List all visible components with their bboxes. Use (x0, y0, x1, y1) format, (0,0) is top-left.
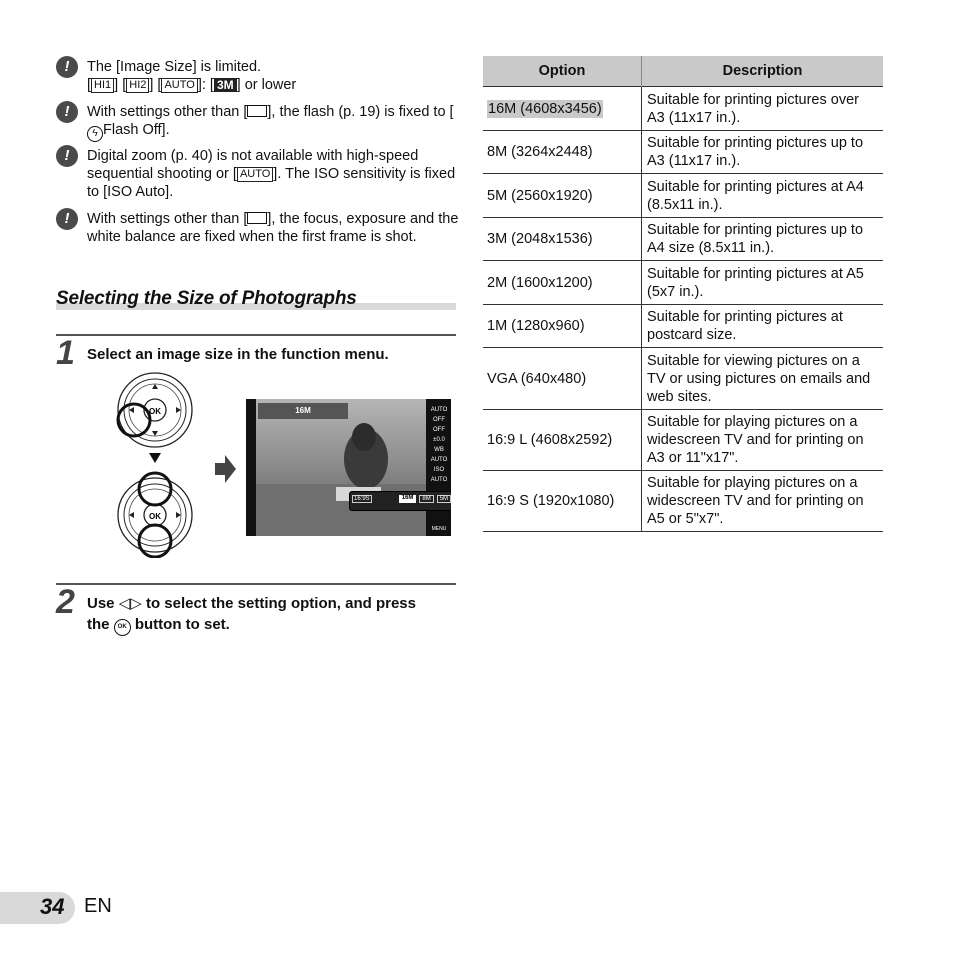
arrow-right-icon (213, 453, 237, 485)
option-cell: 5M (2560x1920) (483, 174, 642, 218)
note-text: With settings other than [ (87, 104, 248, 120)
caution-icon: ! (56, 101, 78, 123)
step-number: 1 (56, 334, 75, 372)
step-divider (56, 583, 456, 585)
step-text-part: Use (87, 595, 115, 612)
size-options-bar (352, 495, 451, 503)
size-3m-icon: 3M (214, 78, 237, 92)
table-row (483, 87, 883, 131)
section-title: Selecting the Size of Photographs (56, 288, 357, 309)
note-text: Flash Off]. (103, 122, 170, 138)
table-row (483, 174, 883, 218)
note-text: ], the flash (p. 19) is fixed to [ (267, 104, 454, 120)
step-divider (56, 334, 456, 336)
left-right-arrow-icon: ◁▷ (118, 595, 142, 612)
camera-screen (246, 399, 451, 536)
caution-icon: ! (56, 56, 78, 78)
description-cell: Suitable for printing pictures at A5 (5x7 in.). (642, 261, 884, 305)
option-cell (483, 87, 642, 131)
mode-auto-icon: AUTO (237, 167, 273, 182)
step-text (87, 593, 437, 636)
note-text: With settings other than [ (87, 211, 248, 227)
description-cell: Suitable for viewing pictures on a TV or using pictures on emails and web sites. (642, 348, 884, 410)
drive-off-icon: OFF (433, 427, 445, 433)
self-timer-off-icon: OFF (433, 417, 445, 423)
option-cell: 8M (3264x2448) (483, 131, 642, 174)
flash-auto-icon: AUTO (430, 407, 448, 413)
description-cell: Suitable for playing pictures on a widescreen TV and for printing on A3 or 11"x17". (642, 410, 884, 471)
description-cell: Suitable for printing pictures at A4 (8.5x11 in.). (642, 174, 884, 218)
single-frame-icon (247, 212, 267, 224)
arrow-down-icon (149, 453, 161, 463)
image-size-table (483, 56, 883, 532)
ok-label: OK (149, 512, 161, 521)
step-text-part: to select the setting option, and press the (87, 595, 416, 633)
section-heading (56, 288, 456, 312)
camera-photo-preview (246, 399, 451, 536)
table-row (483, 131, 883, 174)
note-text: The [Image Size] is limited. (87, 59, 262, 75)
menu-label: MENU (431, 526, 447, 532)
table-row (483, 410, 883, 471)
option-cell: 2M (1600x1200) (483, 261, 642, 305)
description-cell: Suitable for printing pictures up to A3 (11x17 in.). (642, 131, 884, 174)
note-text: Digital zoom (p. 40) is not available with high-speed sequential shooting or [ (87, 148, 419, 182)
size-label: 16M (258, 403, 348, 419)
exposure-comp-icon: ±0.0 (433, 437, 445, 443)
step-text-part: button to set. (134, 616, 230, 633)
flash-off-icon: ϟ (87, 126, 103, 142)
table-row (483, 305, 883, 348)
table-row (483, 348, 883, 410)
note-text: ]. The ISO sensitivity is fixed to [ISO Auto]. (87, 166, 456, 200)
mode-hi2-icon: HI2 (126, 78, 149, 93)
size-option: 5M (437, 495, 451, 503)
white-balance-icon: WB AUTO (430, 447, 448, 463)
caution-icon: ! (56, 208, 78, 230)
description-cell: Suitable for printing pictures over A3 (11x17 in.). (642, 87, 884, 131)
screen-status-icons (427, 405, 451, 485)
page-language: EN (84, 895, 112, 917)
mode-hi1-icon: HI1 (91, 78, 114, 93)
table-row (483, 471, 883, 532)
step-number: 2 (56, 583, 75, 621)
ok-label: OK (149, 407, 161, 416)
control-dial-illustration (108, 368, 198, 558)
ok-button-icon: OK (114, 619, 131, 636)
note-text: ], the focus, exposure and the white balance are fixed when the first frame is shot. (87, 211, 459, 245)
iso-icon: ISO AUTO (430, 467, 448, 483)
option-cell: VGA (640x480) (483, 348, 642, 410)
note-text: or lower (244, 77, 297, 93)
description-cell: Suitable for printing pictures up to A4 size (8.5x11 in.). (642, 218, 884, 261)
single-frame-icon (247, 105, 267, 117)
option-cell: 16:9 S (1920x1080) (483, 471, 642, 532)
step-text: Select an image size in the function menu. (87, 346, 389, 363)
dial-top (118, 373, 192, 447)
option-cell: 3M (2048x1536) (483, 218, 642, 261)
caution-icon: ! (56, 145, 78, 167)
option-cell: 1M (1280x960) (483, 305, 642, 348)
option-cell: 16:9 L (4608x2592) (483, 410, 642, 471)
description-cell: Suitable for printing pictures at postcard size. (642, 305, 884, 348)
mode-auto-icon: AUTO (161, 78, 197, 93)
dial-bottom (118, 473, 192, 557)
option-selected: 16M (4608x3456) (488, 100, 602, 117)
size-option: 8M (419, 495, 433, 503)
column-header-description: Description (642, 56, 884, 87)
table-row (483, 218, 883, 261)
table-row (483, 261, 883, 305)
size-option-selected: 16M (399, 495, 417, 503)
description-cell: Suitable for playing pictures on a widescreen TV and for printing on A5 or 5"x7". (642, 471, 884, 532)
size-option: 16:9S (354, 496, 370, 502)
page-number: 34 (40, 894, 65, 919)
column-header-option: Option (483, 56, 642, 87)
